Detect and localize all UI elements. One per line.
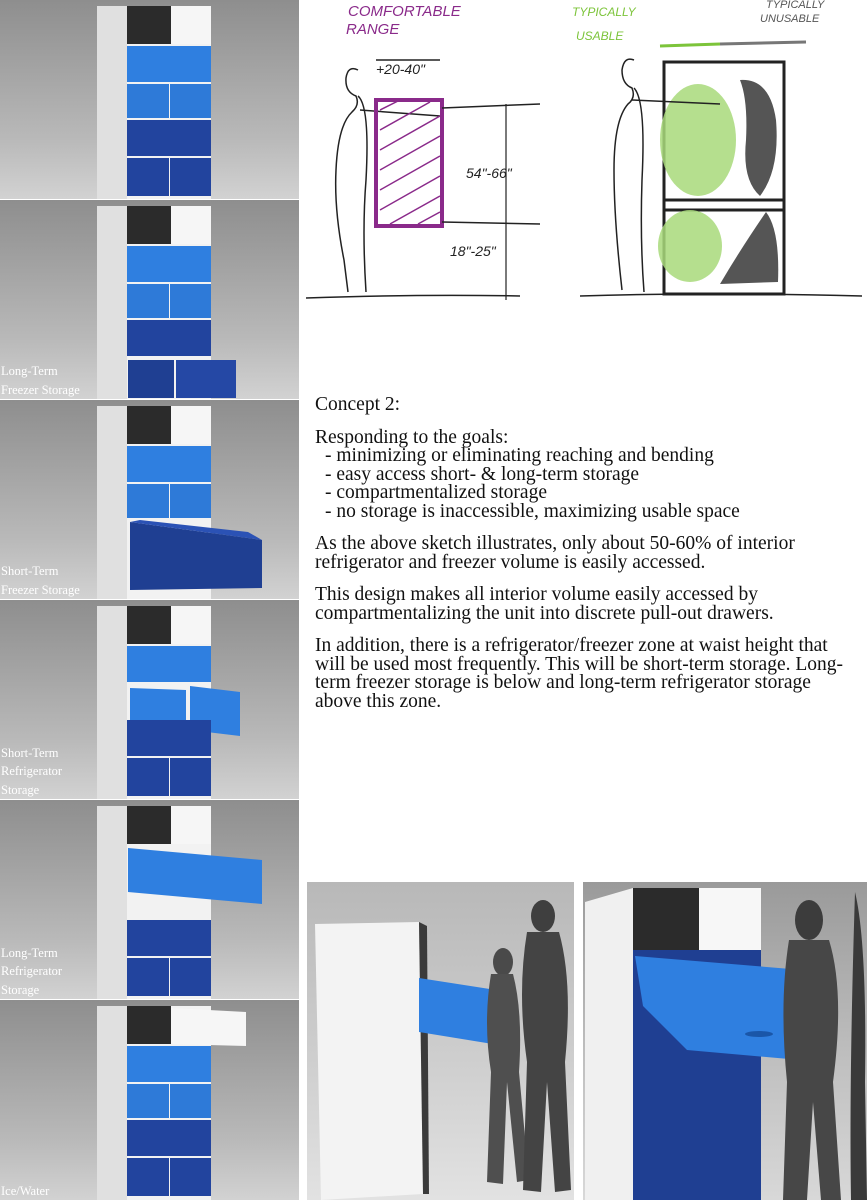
drawer-closeup-render — [583, 882, 867, 1200]
usable-label-2: USABLE — [576, 29, 624, 43]
fridge-with-people-render — [307, 882, 574, 1200]
fridge-render — [0, 0, 299, 199]
goal-item: - minimizing or eliminating reaching and bending — [325, 445, 714, 466]
usable-label-1: TYPICALLY — [572, 5, 636, 19]
sketch-title-line1: COMFORTABLE — [348, 3, 461, 20]
panel-label: Long-Term Freezer Storage — [1, 364, 80, 397]
sketch-usable-space — [570, 0, 867, 310]
sketch-title-line2: RANGE — [346, 21, 400, 38]
render-panel-short-term-freezer — [0, 400, 299, 599]
goal-item: - no storage is inaccessible, maximizing usable space — [325, 500, 740, 522]
render-drawer-closeup — [583, 882, 867, 1200]
goal-item: - easy access short- & long-term storage — [325, 463, 640, 485]
panel-label: Ice/Water — [1, 1183, 50, 1198]
panel-label: Long-Term Refrigerator Storage — [1, 945, 63, 997]
render-panel-long-term-refrigerator — [0, 800, 299, 999]
dim-low: 18"-25" — [450, 243, 496, 259]
render-scale-figures — [307, 882, 574, 1200]
goals-heading: Responding to the goals: — [315, 426, 509, 448]
goals-list — [315, 447, 860, 521]
dim-mid: 54"-66" — [466, 165, 512, 181]
unusable-label-2: UNUSABLE — [760, 13, 820, 25]
paragraph-volume: As the above sketch illustrates, only about 50-60% of interior refrigerator and freezer volume is easily accessed. — [315, 533, 795, 573]
unusable-label-1: TYPICALLY — [766, 0, 825, 11]
panel-label: Short-Term Freezer Storage — [1, 564, 80, 597]
render-panel-short-term-refrigerator — [0, 600, 299, 799]
concept-description — [315, 396, 860, 725]
render-panel-ice-water — [0, 1000, 299, 1200]
goal-item: - compartmentalized storage — [325, 482, 547, 503]
paragraph-zone: In addition, there is a refrigerator/freezer zone at waist height that will be used most frequently. This will be short-term storage. Long-term freezer storage is below and long-term refrigerator storage above this zone. — [315, 635, 844, 712]
concept-title: Concept 2: — [315, 394, 401, 415]
panel-label: Short-Term Refrigerator Storage — [1, 745, 63, 797]
sketch-comfortable-range — [300, 0, 570, 310]
dim-top: +20-40" — [376, 61, 425, 77]
fridge-render — [0, 1000, 299, 1200]
render-panel-long-term-freezer — [0, 200, 299, 399]
render-panel-closed — [0, 0, 299, 199]
paragraph-drawers: This design makes all interior volume easily accessed by compartmentalizing the unit into discrete pull-out drawers. — [315, 584, 774, 624]
